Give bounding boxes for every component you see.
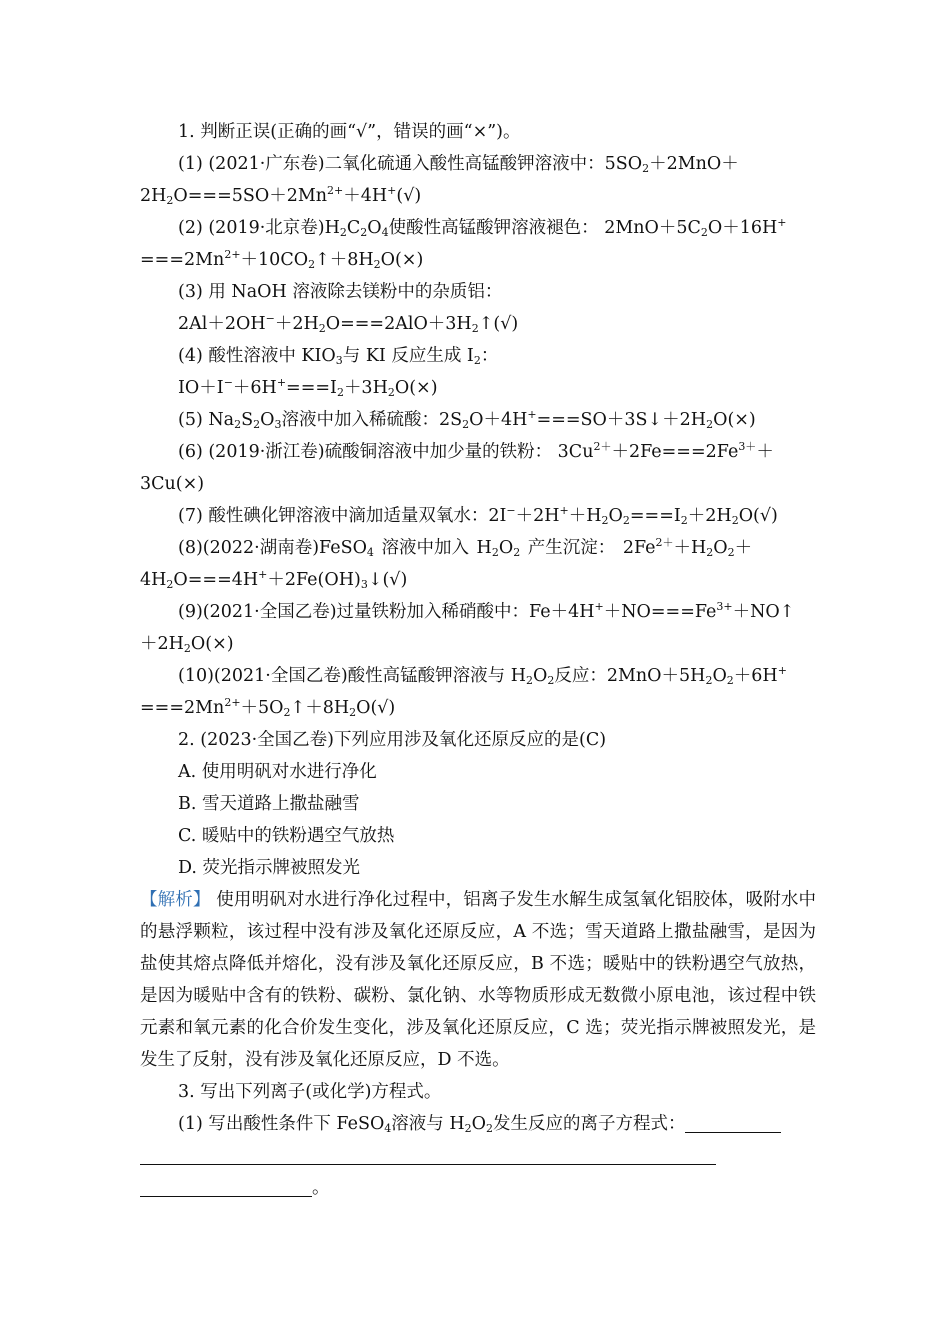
q1-item-4: (4) 酸性溶液中 $KIO_3$与 KI 反应生成 $I_2$：	[178, 346, 499, 367]
q2-stem: 2. (2023·全国乙卷)下列应用涉及氧化还原反应的是(C)	[178, 730, 607, 750]
q1-item-6: (6) (2019·浙江卷)硫酸铜溶液中加少量的铁粉： $3Cu^{2+}+2Fe===2Fe^{3+}+$	[178, 440, 774, 462]
document-page	[140, 116, 816, 1204]
q2-option-b: B. 雪天道路上撒盐融雪	[178, 794, 360, 814]
q2-option-a: A. 使用明矾对水进行净化	[178, 762, 377, 782]
q1-item-6-cont: 3Cu(×)	[140, 474, 205, 494]
q1-item-4-eq: $IO+I^-+6H^+===I_2+3H_2O(\times)$	[178, 376, 438, 399]
q1-item-9: (9)(2021·全国乙卷)过量铁粉加入稀硝酸中：$Fe+4H^++NO===Fe^{3+}+NO↑$	[178, 600, 795, 622]
q1-item-5: (5) $Na_2S_2O_3$溶液中加入稀硫酸：$2S_2O+4H^+===SO+3S↓+2H_2O(\times)$	[178, 408, 756, 431]
answer-blank[interactable]	[685, 1114, 781, 1133]
q1-item-3: (3) 用 NaOH 溶液除去镁粉中的杂质铝：	[178, 282, 503, 302]
analysis-label: 【解析】	[140, 890, 211, 910]
q1-item-1-cont: $2H_2O===5SO+2Mn^{2+}+4H^+(√)$	[140, 184, 422, 207]
q2-option-c: C. 暖贴中的铁粉遇空气放热	[178, 826, 395, 846]
q1-intro: 1. 判断正误(正确的画“√”，错误的画“×”)。	[178, 122, 521, 142]
q1-item-2: (2) (2019·北京卷)$H_2C_2O_4$使酸性高锰酸钾溶液褪色： $2MnO+5C_2O+16H^+$	[178, 216, 787, 239]
q1-item-9-cont: $+2H_2O(\times)$	[140, 634, 234, 655]
q1-item-2-cont: $===2Mn^{2+}+10CO_2↑+8H_2O(\times)$	[140, 248, 424, 271]
q1-item-8-cont: $4H_2O===4H^++2Fe(OH)_3↓(√)$	[140, 568, 408, 591]
analysis-text: 使用明矾对水进行净化过程中，铝离子发生水解生成氢氧化铝胶体，吸附水中的悬浮颗粒，该过程中没有涉及氧化还原反应，A 不选；雪天道路上撒盐融雪，是因为盐使其熔点降低并熔化，没有涉及氧化还原反应，B 不选；暖贴中的铁粉遇空气放热，是因为暖贴中含有的铁粉、碳粉、氯化钠、水等物质形成无数微小原电池，该过程中铁元素和氧元素的化合价发生变化，涉及氧化还原反应，C 选；荧光指示牌被照发光，是发生了反射，没有涉及氧化还原反应，D 不选。	[140, 890, 817, 1070]
q1-item-1: (1) (2021·广东卷)二氧化硫通入酸性高锰酸钾溶液中：$5SO_2+2MnO+$	[178, 154, 739, 175]
q1-item-3-eq: $2Al+2OH^-+2H_2O===2AlO+3H_2↑(√)$	[178, 312, 519, 335]
q3-answer-line-2	[140, 1140, 816, 1172]
q3-stem: 3. 写出下列离子(或化学)方程式。	[178, 1082, 442, 1102]
answer-blank[interactable]	[140, 1146, 716, 1165]
q1-item-7: (7) 酸性碘化钾溶液中滴加适量双氧水：$2I^-+2H^++H_2O_2===I_2+2H_2O(√)$	[178, 504, 778, 527]
q3-answer-line-3: 。	[140, 1172, 816, 1204]
answer-blank[interactable]	[140, 1178, 312, 1197]
q3-item-1: (1) 写出酸性条件下 FeSO$_4$溶液与 $H_2O_2$发生反应的离子方程式：	[140, 1108, 816, 1140]
q1-item-10: (10)(2021·全国乙卷)酸性高锰酸钾溶液与 $H_2O_2$反应：$2MnO+5H_2O_2+6H^+$	[178, 664, 787, 687]
q2-analysis	[140, 884, 816, 1076]
q1-item-8: (8)(2022·湖南卷)FeSO$_4$ 溶液中加入 $H_2O_2$ 产生沉淀： $2Fe^{2+}+H_2O_2+$	[178, 536, 753, 559]
q1-item-10-cont: $===2Mn^{2+}+5O_2↑+8H_2O(√)$	[140, 696, 396, 719]
q2-option-d: D. 荧光指示牌被照发光	[178, 858, 361, 878]
